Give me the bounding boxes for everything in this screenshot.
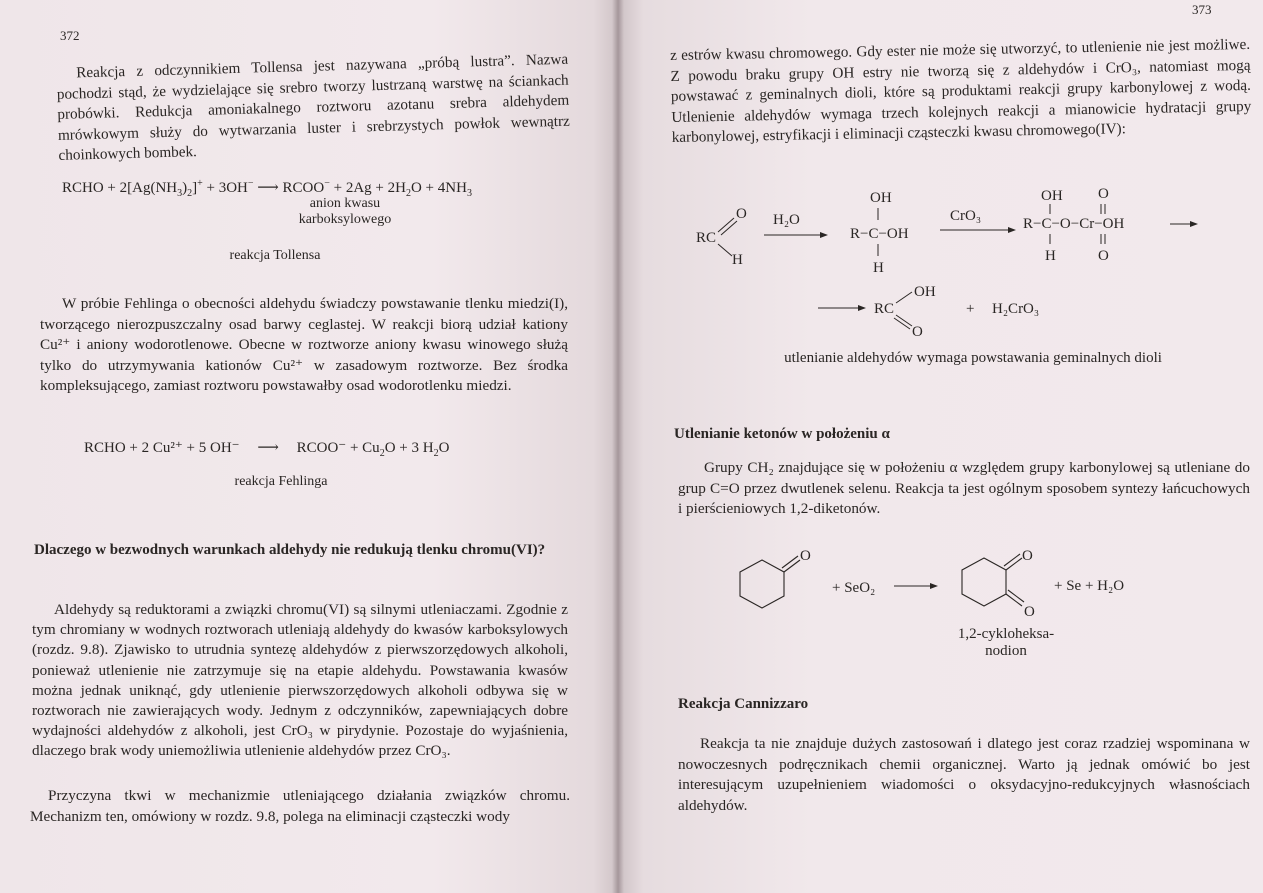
svg-text:+: + xyxy=(966,301,975,317)
svg-text:H: H xyxy=(873,260,884,276)
section-heading-alpha-oxidation: Utlenianie ketonów w położeniu α xyxy=(674,426,890,442)
tollens-equation: RCHO + $2[Ag(NH_3)_2]^+ + 3OH^-$ ⟶ RCOO− + $2Ag + 2H_2O + 4NH_3$ xyxy=(62,178,472,199)
fehling-caption: reakcja Fehlinga xyxy=(234,474,328,489)
paragraph-tollens: Reakcja z odczynnikiem Tollensa jest nazywana „próbą lustra”. Nazwa pochodzi stąd, że wydzielające się srebro tworzy lustrzaną warstwę na ściankach probówki. Redukcja amoniakalnego roztworu azotanu srebra aldehydem mrówkowym służy do wytwarzania luster i srebrzystych powłok wewnątrz choinkowych bombek. xyxy=(56,50,571,164)
svg-text:+ SeO₂: + SeO₂ xyxy=(832,580,876,596)
svg-text:OH: OH xyxy=(870,190,892,206)
svg-text:OH: OH xyxy=(1041,188,1063,204)
paragraph-chromium: Aldehydy są reduktorami a związki chromu(VI) są silnymi utleniaczami. Zgodnie z tym chromiany w wodnych roztworach utleniają aldehydy do kwasów karboksylowych (rozdz. 9.8). Zjawisko to utrudnia syntezę aldehydów z pierwszorzędowych alkoholi, ponieważ utlenienie nie zatrzymuje się na etapie aldehydu. Powstawania kwasów można jednak uniknąć, gdy utlenienie pierwszorzędowych alkoholi odbywa się w roztworach nie zawierających wody. Jednym z odczynników, zapewniających dobre wydajności aldehydów z alkoholi, jest CrO₃ w pirydynie. Pozostaje do wyjaśnienia, dlaczego brak wody uniemożliwia utlenienie aldehydów przez CrO₃. xyxy=(32,601,568,760)
right-page xyxy=(618,0,1263,893)
paragraph-mechanism: Przyczyna tkwi w mechanizmie utleniającego działania związków chromu. Mechanizm ten, omówiony w rozdz. 9.8, polega na eliminacji cząsteczki wody xyxy=(30,787,570,825)
svg-text:O: O xyxy=(1024,604,1035,620)
svg-text:R−C−OH: R−C−OH xyxy=(850,226,909,242)
tollens-caption: reakcja Tollensa xyxy=(229,248,321,263)
paragraph-chromic-esters: z estrów kwasu chromowego. Gdy ester nie może się utworzyć, to utlenienie nie jest możliwe. Z powodu braku grupy OH estry nie tworzą się z aldehydów i CrO₃, natomiast mogą powstawać z geminalnych dioli, które są produktami reakcji grupy karbonylowej z wodą. Utlenienie aldehydów wymaga trzech kolejnych reakcji a mianowicie hydratacji grupy karbonylowej, estryfikacji i eliminacji cząsteczki kwasu chromowego(IV): xyxy=(670,35,1252,146)
svg-text:H: H xyxy=(1045,248,1056,264)
svg-text:RC: RC xyxy=(696,230,717,246)
svg-text:O: O xyxy=(1098,248,1109,264)
svg-text:OH: OH xyxy=(914,284,936,300)
scheme-caption-geminal-diols: utlenianie aldehydów wymaga powstawania geminalnych dioli xyxy=(784,350,1162,366)
svg-text:CrO₃: CrO₃ xyxy=(950,208,982,224)
svg-text:O: O xyxy=(1022,548,1033,564)
svg-text:O: O xyxy=(736,206,747,222)
svg-text:O: O xyxy=(912,324,923,340)
svg-text:RC: RC xyxy=(874,301,895,317)
svg-text:H₂CrO₃: H₂CrO₃ xyxy=(992,301,1040,317)
page-number: 372 xyxy=(60,28,80,43)
svg-text:+ Se + H₂O: + Se + H₂O xyxy=(1054,578,1125,594)
svg-text:O: O xyxy=(800,548,811,564)
section-heading-chromium: Dlaczego w bezwodnych warunkach aldehydy nie redukują tlenku chromu(VI)? xyxy=(34,542,546,558)
reaction-arrow: ⟶ xyxy=(257,180,279,196)
page-number: 373 xyxy=(1192,2,1212,17)
paragraph-cannizzaro: Reakcja ta nie znajduje dużych zastosowań i dlatego jest coraz rzadziej wspominana w nowoczesnych podręcznikach chemii organicznej. Warto ją jednak omówić bo jest interesującym uzupełnieniem wiadomości o oksydacyjno-redukcyjnych własnościach aldehydów. xyxy=(678,735,1250,814)
svg-text:H₂O: H₂O xyxy=(773,212,800,228)
anion-label: anion kwasu karboksylowego xyxy=(298,196,392,227)
svg-text:R−C−O−Cr−OH: R−C−O−Cr−OH xyxy=(1023,216,1125,232)
svg-text:H: H xyxy=(732,252,743,268)
fehling-equation: RCHO + 2 Cu²⁺ + 5 OH⁻ ⟶ RCOO⁻ + $Cu_2O + 3$ $H_2O$ xyxy=(84,440,450,459)
paragraph-alpha-oxidation: Grupy CH₂ znajdujące się w położeniu α względem grupy karbonylowej są utleniane do grup C=O przez dwutlenek selenu. Reakcja ta jest ogólnym sposobem syntezy łańcuchowych i pierścieniowych 1,2-diketonów. xyxy=(678,459,1250,517)
book-gutter xyxy=(612,0,624,893)
product-label: 1,2-cykloheksa- nodion xyxy=(957,626,1055,659)
left-page xyxy=(0,0,618,893)
aldehyde-oxidation-scheme xyxy=(678,180,1258,350)
section-heading-cannizzaro: Reakcja Cannizzaro xyxy=(678,696,809,712)
paragraph-fehling: W próbie Fehlinga o obecności aldehydu świadczy powstawanie tlenku miedzi(I), tworzącego nierozpuszczalny osad barwy ceglastej. W reakcji biorą udział kationy Cu²⁺ i aniony wodorotlenowe. Obecne w roztworze aniony kwasu winowego służą tylko do utrzymywania kationów Cu²⁺ w zasadowym roztworze. Bez środka kompleksującego, zamiast roztworu powstawałby osad wodorotlenku miedzi. xyxy=(40,295,568,394)
selenium-dioxide-scheme xyxy=(722,540,1222,630)
svg-text:O: O xyxy=(1098,186,1109,202)
